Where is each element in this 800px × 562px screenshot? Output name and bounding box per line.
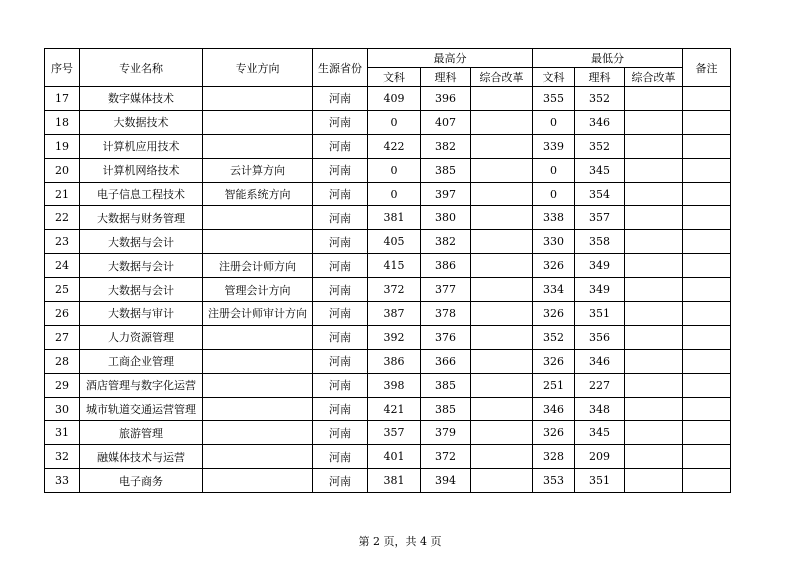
cell-direction bbox=[203, 325, 313, 349]
table-row bbox=[45, 158, 731, 182]
cell-major: 计算机应用技术 bbox=[80, 134, 203, 158]
table-header bbox=[45, 49, 731, 87]
table-row bbox=[45, 421, 731, 445]
cell-highest-wenke: 409 bbox=[368, 87, 421, 111]
cell-lowest-like: 227 bbox=[575, 373, 625, 397]
cell-highest-like: 382 bbox=[421, 134, 471, 158]
cell-remark bbox=[683, 397, 731, 421]
cell-lowest-like: 358 bbox=[575, 230, 625, 254]
cell-highest-zonghe bbox=[471, 230, 533, 254]
cell-direction bbox=[203, 373, 313, 397]
cell-lowest-wenke: 326 bbox=[533, 254, 575, 278]
cell-province: 河南 bbox=[313, 373, 368, 397]
cell-seq: 28 bbox=[45, 349, 80, 373]
cell-seq: 22 bbox=[45, 206, 80, 230]
cell-highest-wenke: 0 bbox=[368, 182, 421, 206]
cell-lowest-wenke: 0 bbox=[533, 158, 575, 182]
cell-major: 旅游管理 bbox=[80, 421, 203, 445]
cell-highest-zonghe bbox=[471, 373, 533, 397]
cell-highest-wenke: 405 bbox=[368, 230, 421, 254]
table-body bbox=[45, 87, 731, 493]
cell-highest-zonghe bbox=[471, 325, 533, 349]
cell-highest-zonghe bbox=[471, 302, 533, 326]
cell-lowest-like: 356 bbox=[575, 325, 625, 349]
cell-highest-like: 385 bbox=[421, 158, 471, 182]
cell-lowest-wenke: 326 bbox=[533, 421, 575, 445]
table-row bbox=[45, 445, 731, 469]
cell-major: 融媒体技术与运营 bbox=[80, 445, 203, 469]
cell-lowest-like: 349 bbox=[575, 254, 625, 278]
cell-major: 人力资源管理 bbox=[80, 325, 203, 349]
cell-province: 河南 bbox=[313, 278, 368, 302]
cell-remark bbox=[683, 325, 731, 349]
cell-major: 大数据与会计 bbox=[80, 254, 203, 278]
cell-major: 大数据与财务管理 bbox=[80, 206, 203, 230]
cell-direction bbox=[203, 87, 313, 111]
cell-direction bbox=[203, 445, 313, 469]
cell-remark bbox=[683, 87, 731, 111]
cell-remark bbox=[683, 134, 731, 158]
cell-direction: 智能系统方向 bbox=[203, 182, 313, 206]
cell-lowest-zonghe bbox=[625, 302, 683, 326]
table-row bbox=[45, 373, 731, 397]
cell-remark bbox=[683, 182, 731, 206]
cell-highest-zonghe bbox=[471, 134, 533, 158]
cell-major: 大数据与审计 bbox=[80, 302, 203, 326]
cell-highest-like: 366 bbox=[421, 349, 471, 373]
cell-seq: 17 bbox=[45, 87, 80, 111]
cell-highest-like: 396 bbox=[421, 87, 471, 111]
cell-lowest-like: 349 bbox=[575, 278, 625, 302]
cell-lowest-like: 352 bbox=[575, 134, 625, 158]
cell-seq: 18 bbox=[45, 110, 80, 134]
cell-major: 大数据与会计 bbox=[80, 278, 203, 302]
cell-highest-zonghe bbox=[471, 278, 533, 302]
cell-highest-zonghe bbox=[471, 349, 533, 373]
cell-lowest-wenke: 346 bbox=[533, 397, 575, 421]
cell-lowest-like: 345 bbox=[575, 421, 625, 445]
cell-province: 河南 bbox=[313, 87, 368, 111]
cell-remark bbox=[683, 469, 731, 493]
cell-highest-like: 379 bbox=[421, 421, 471, 445]
cell-direction: 注册会计师审计方向 bbox=[203, 302, 313, 326]
table-row bbox=[45, 469, 731, 493]
header-highest-like: 理科 bbox=[421, 68, 471, 87]
cell-lowest-like: 354 bbox=[575, 182, 625, 206]
cell-highest-like: 377 bbox=[421, 278, 471, 302]
cell-highest-zonghe bbox=[471, 254, 533, 278]
cell-lowest-zonghe bbox=[625, 445, 683, 469]
cell-highest-like: 372 bbox=[421, 445, 471, 469]
cell-highest-like: 407 bbox=[421, 110, 471, 134]
cell-seq: 27 bbox=[45, 325, 80, 349]
cell-seq: 23 bbox=[45, 230, 80, 254]
table-row bbox=[45, 278, 731, 302]
cell-lowest-wenke: 353 bbox=[533, 469, 575, 493]
cell-lowest-wenke: 328 bbox=[533, 445, 575, 469]
cell-highest-zonghe bbox=[471, 158, 533, 182]
cell-highest-wenke: 357 bbox=[368, 421, 421, 445]
cell-highest-wenke: 415 bbox=[368, 254, 421, 278]
cell-lowest-zonghe bbox=[625, 278, 683, 302]
cell-province: 河南 bbox=[313, 325, 368, 349]
cell-highest-like: 386 bbox=[421, 254, 471, 278]
cell-highest-zonghe bbox=[471, 182, 533, 206]
cell-lowest-wenke: 0 bbox=[533, 110, 575, 134]
cell-lowest-like: 348 bbox=[575, 397, 625, 421]
admission-score-table bbox=[44, 48, 731, 493]
cell-highest-wenke: 0 bbox=[368, 158, 421, 182]
table-row bbox=[45, 110, 731, 134]
cell-seq: 19 bbox=[45, 134, 80, 158]
cell-lowest-zonghe bbox=[625, 110, 683, 134]
table-row bbox=[45, 325, 731, 349]
cell-direction bbox=[203, 230, 313, 254]
header-lowest-zonghe: 综合改革 bbox=[625, 68, 683, 87]
table-row bbox=[45, 182, 731, 206]
cell-lowest-like: 351 bbox=[575, 302, 625, 326]
cell-direction: 注册会计师方向 bbox=[203, 254, 313, 278]
cell-province: 河南 bbox=[313, 349, 368, 373]
cell-lowest-like: 346 bbox=[575, 349, 625, 373]
cell-direction bbox=[203, 206, 313, 230]
table-row bbox=[45, 397, 731, 421]
cell-lowest-like: 357 bbox=[575, 206, 625, 230]
cell-lowest-wenke: 326 bbox=[533, 349, 575, 373]
header-province: 生源省份 bbox=[313, 49, 368, 87]
cell-highest-wenke: 372 bbox=[368, 278, 421, 302]
cell-seq: 33 bbox=[45, 469, 80, 493]
cell-lowest-zonghe bbox=[625, 206, 683, 230]
cell-province: 河南 bbox=[313, 110, 368, 134]
cell-remark bbox=[683, 421, 731, 445]
cell-highest-like: 382 bbox=[421, 230, 471, 254]
cell-major: 大数据与会计 bbox=[80, 230, 203, 254]
cell-lowest-wenke: 326 bbox=[533, 302, 575, 326]
cell-lowest-zonghe bbox=[625, 134, 683, 158]
header-lowest-wenke: 文科 bbox=[533, 68, 575, 87]
cell-lowest-zonghe bbox=[625, 421, 683, 445]
cell-remark bbox=[683, 206, 731, 230]
cell-highest-wenke: 401 bbox=[368, 445, 421, 469]
cell-seq: 20 bbox=[45, 158, 80, 182]
cell-highest-like: 376 bbox=[421, 325, 471, 349]
cell-province: 河南 bbox=[313, 230, 368, 254]
cell-highest-wenke: 381 bbox=[368, 206, 421, 230]
cell-province: 河南 bbox=[313, 445, 368, 469]
cell-highest-zonghe bbox=[471, 445, 533, 469]
cell-lowest-zonghe bbox=[625, 349, 683, 373]
cell-province: 河南 bbox=[313, 182, 368, 206]
cell-lowest-wenke: 339 bbox=[533, 134, 575, 158]
cell-major: 工商企业管理 bbox=[80, 349, 203, 373]
cell-highest-wenke: 386 bbox=[368, 349, 421, 373]
cell-lowest-wenke: 0 bbox=[533, 182, 575, 206]
cell-major: 电子信息工程技术 bbox=[80, 182, 203, 206]
cell-lowest-zonghe bbox=[625, 230, 683, 254]
header-remark: 备注 bbox=[683, 49, 731, 87]
cell-remark bbox=[683, 278, 731, 302]
cell-direction bbox=[203, 469, 313, 493]
cell-remark bbox=[683, 254, 731, 278]
cell-seq: 30 bbox=[45, 397, 80, 421]
cell-lowest-wenke: 334 bbox=[533, 278, 575, 302]
cell-lowest-zonghe bbox=[625, 87, 683, 111]
cell-highest-wenke: 392 bbox=[368, 325, 421, 349]
cell-highest-wenke: 421 bbox=[368, 397, 421, 421]
cell-lowest-zonghe bbox=[625, 182, 683, 206]
table-row bbox=[45, 230, 731, 254]
cell-highest-like: 385 bbox=[421, 373, 471, 397]
cell-highest-wenke: 422 bbox=[368, 134, 421, 158]
cell-province: 河南 bbox=[313, 206, 368, 230]
table-row bbox=[45, 254, 731, 278]
cell-highest-like: 394 bbox=[421, 469, 471, 493]
cell-province: 河南 bbox=[313, 421, 368, 445]
header-lowest-like: 理科 bbox=[575, 68, 625, 87]
cell-lowest-like: 209 bbox=[575, 445, 625, 469]
cell-highest-zonghe bbox=[471, 110, 533, 134]
cell-highest-zonghe bbox=[471, 397, 533, 421]
cell-major: 数字媒体技术 bbox=[80, 87, 203, 111]
cell-lowest-wenke: 352 bbox=[533, 325, 575, 349]
cell-remark bbox=[683, 110, 731, 134]
cell-lowest-wenke: 355 bbox=[533, 87, 575, 111]
header-seq: 序号 bbox=[45, 49, 80, 87]
header-major: 专业名称 bbox=[80, 49, 203, 87]
cell-province: 河南 bbox=[313, 158, 368, 182]
cell-highest-zonghe bbox=[471, 421, 533, 445]
cell-remark bbox=[683, 349, 731, 373]
cell-highest-like: 385 bbox=[421, 397, 471, 421]
cell-seq: 24 bbox=[45, 254, 80, 278]
cell-lowest-zonghe bbox=[625, 158, 683, 182]
cell-major: 电子商务 bbox=[80, 469, 203, 493]
cell-remark bbox=[683, 302, 731, 326]
cell-remark bbox=[683, 158, 731, 182]
cell-lowest-wenke: 338 bbox=[533, 206, 575, 230]
cell-direction: 管理会计方向 bbox=[203, 278, 313, 302]
cell-highest-zonghe bbox=[471, 87, 533, 111]
cell-highest-zonghe bbox=[471, 469, 533, 493]
cell-direction bbox=[203, 110, 313, 134]
cell-province: 河南 bbox=[313, 254, 368, 278]
cell-lowest-zonghe bbox=[625, 397, 683, 421]
header-highest-zonghe: 综合改革 bbox=[471, 68, 533, 87]
header-direction: 专业方向 bbox=[203, 49, 313, 87]
cell-direction bbox=[203, 349, 313, 373]
cell-lowest-like: 352 bbox=[575, 87, 625, 111]
cell-lowest-zonghe bbox=[625, 373, 683, 397]
cell-major: 城市轨道交通运营管理 bbox=[80, 397, 203, 421]
table-row bbox=[45, 349, 731, 373]
cell-remark bbox=[683, 373, 731, 397]
cell-highest-zonghe bbox=[471, 206, 533, 230]
cell-lowest-zonghe bbox=[625, 254, 683, 278]
cell-seq: 29 bbox=[45, 373, 80, 397]
table-row bbox=[45, 302, 731, 326]
cell-lowest-wenke: 330 bbox=[533, 230, 575, 254]
cell-province: 河南 bbox=[313, 302, 368, 326]
header-lowest: 最低分 bbox=[533, 49, 683, 68]
cell-highest-wenke: 0 bbox=[368, 110, 421, 134]
cell-province: 河南 bbox=[313, 134, 368, 158]
cell-province: 河南 bbox=[313, 469, 368, 493]
cell-highest-like: 380 bbox=[421, 206, 471, 230]
cell-major: 计算机网络技术 bbox=[80, 158, 203, 182]
cell-direction bbox=[203, 397, 313, 421]
cell-direction bbox=[203, 134, 313, 158]
cell-seq: 26 bbox=[45, 302, 80, 326]
cell-remark bbox=[683, 230, 731, 254]
cell-seq: 32 bbox=[45, 445, 80, 469]
cell-seq: 31 bbox=[45, 421, 80, 445]
table-row bbox=[45, 134, 731, 158]
header-highest: 最高分 bbox=[368, 49, 533, 68]
page-number: 第 2 页，共 4 页 bbox=[358, 535, 442, 548]
cell-seq: 21 bbox=[45, 182, 80, 206]
cell-direction bbox=[203, 421, 313, 445]
cell-lowest-zonghe bbox=[625, 325, 683, 349]
cell-highest-like: 378 bbox=[421, 302, 471, 326]
cell-lowest-wenke: 251 bbox=[533, 373, 575, 397]
cell-major: 酒店管理与数字化运营 bbox=[80, 373, 203, 397]
table-row bbox=[45, 206, 731, 230]
cell-direction: 云计算方向 bbox=[203, 158, 313, 182]
cell-highest-wenke: 398 bbox=[368, 373, 421, 397]
cell-seq: 25 bbox=[45, 278, 80, 302]
header-highest-wenke: 文科 bbox=[368, 68, 421, 87]
cell-province: 河南 bbox=[313, 397, 368, 421]
cell-lowest-like: 351 bbox=[575, 469, 625, 493]
cell-remark bbox=[683, 445, 731, 469]
cell-lowest-zonghe bbox=[625, 469, 683, 493]
table-row bbox=[45, 87, 731, 111]
cell-highest-wenke: 387 bbox=[368, 302, 421, 326]
cell-highest-like: 397 bbox=[421, 182, 471, 206]
cell-lowest-like: 345 bbox=[575, 158, 625, 182]
cell-major: 大数据技术 bbox=[80, 110, 203, 134]
cell-highest-wenke: 381 bbox=[368, 469, 421, 493]
cell-lowest-like: 346 bbox=[575, 110, 625, 134]
